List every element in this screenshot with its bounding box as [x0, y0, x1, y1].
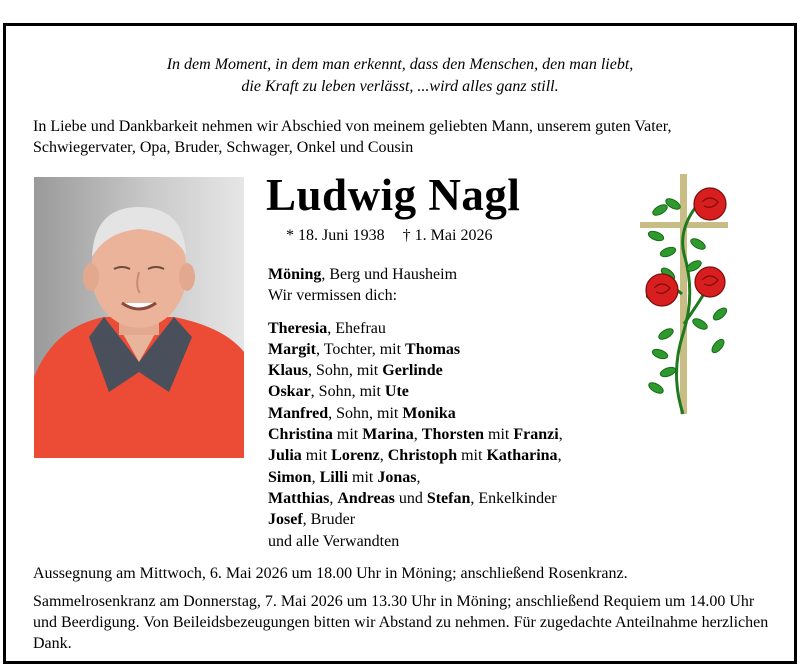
obituary-card — [3, 23, 797, 664]
mourner-line — [268, 381, 563, 402]
mourner-line — [268, 424, 563, 445]
mourner-name: Lorenz — [331, 447, 380, 465]
mourner-relation: mit — [332, 426, 363, 444]
mourner-line — [268, 339, 563, 360]
portrait-photo — [34, 177, 244, 458]
mourner-relation: , Tochter, mit — [315, 340, 406, 358]
mourner-relation: , — [329, 489, 338, 507]
birth-date: * 18. Juni 1938 — [286, 227, 385, 244]
mourner-line — [268, 445, 563, 466]
mourner-relation: , Bruder — [302, 511, 356, 529]
mourner-name: Gerlinde — [382, 362, 443, 380]
mourner-relation: , Ehefrau — [327, 319, 386, 337]
mourner-relation: und — [394, 489, 427, 507]
quote-line-1: In dem Moment, in dem man erkennt, dass den Menschen, den man liebt, — [166, 56, 634, 73]
mourner-name: Marina — [362, 426, 414, 444]
mourner-line — [268, 509, 563, 530]
mourner-relation: , — [416, 468, 421, 486]
mourner-relation: , — [557, 447, 562, 465]
mourner-name: Christina — [268, 426, 333, 444]
details-block — [268, 264, 563, 552]
mourner-relation: , Sohn, mit — [308, 362, 383, 380]
mourner-line — [268, 467, 563, 488]
mourner-relation: , — [558, 426, 563, 444]
mourner-name: Margit — [268, 340, 316, 358]
mourner-line — [268, 488, 563, 509]
place-bold: Möning — [268, 266, 322, 283]
mourner-name: Thomas — [405, 340, 461, 358]
mourner-name: Franzi — [513, 426, 559, 444]
mourner-name: Andreas — [337, 489, 395, 507]
mourner-line — [268, 360, 563, 381]
deceased-name: Ludwig Nagl — [266, 170, 521, 220]
mourner-name: Lilli — [319, 468, 349, 486]
miss-line: Wir vermissen dich: — [268, 287, 398, 305]
mourner-name: Jonas — [377, 468, 417, 486]
mourner-relation: , — [413, 426, 422, 444]
mourner-relation: mit — [484, 426, 514, 444]
mourner-name: Stefan — [426, 489, 471, 507]
place-line — [268, 264, 563, 285]
mourner-name: Oskar — [268, 383, 311, 401]
mourner-name: Theresia — [268, 319, 328, 337]
mourner-name: Josef — [268, 511, 303, 529]
mourner-name: Manfred — [268, 404, 329, 422]
mourner-relation: , — [379, 447, 388, 465]
mourner-name: Klaus — [268, 362, 309, 380]
mourner-line — [268, 531, 563, 552]
intro-text: In Liebe und Dankbarkeit nehmen wir Abschied von meinem geliebten Mann, unserem guten Vater, Schwiegervater, Opa, Bruder, Schwager, Onkel und Cousin — [33, 118, 672, 156]
mourner-relation: , Sohn, mit — [328, 404, 403, 422]
mourner-name: Monika — [402, 404, 456, 422]
memorial-quote — [6, 54, 794, 98]
mourner-relation: mit — [301, 447, 332, 465]
cross-with-roses-icon — [638, 174, 738, 422]
death-date: † 1. Mai 2026 — [402, 227, 493, 244]
mourner-line — [268, 403, 563, 424]
footer-line-2: Sammelrosenkranz am Donnerstag, 7. Mai 2026 um 13.30 Uhr in Möning; anschließend Requiem um 14.00 Uhr und Beerdigung. Von Beileidsbezeugungen bitten wir Abstand zu nehmen. Für zugedachte Anteilnahme herzlichen Dank. — [33, 593, 769, 652]
quote-line-2: die Kraft zu leben verlässt, ...wird alles ganz still. — [241, 78, 559, 95]
footer-line-1: Aussegnung am Mittwoch, 6. Mai 2026 um 18.00 Uhr in Möning; anschließend Rosenkranz. — [33, 565, 628, 582]
place-rest: , Berg und Hausheim — [321, 266, 458, 283]
mourner-relation: und alle Verwandten — [268, 532, 400, 550]
mourner-relation: , Sohn, mit — [310, 383, 385, 401]
mourner-name: Simon — [268, 468, 312, 486]
mourner-relation: , Enkelkinder — [470, 489, 557, 507]
mourner-name: Thorsten — [421, 426, 485, 444]
mourner-relation: mit — [457, 447, 487, 465]
mourner-relation: , — [311, 468, 320, 486]
mourner-name: Christoph — [387, 447, 458, 465]
mourner-line — [268, 318, 563, 339]
mourner-name: Katharina — [486, 447, 558, 465]
mourner-name: Ute — [384, 383, 409, 401]
mourner-list — [268, 318, 563, 552]
mourner-relation: mit — [348, 468, 378, 486]
mourner-name: Matthias — [268, 489, 330, 507]
mourner-name: Julia — [268, 447, 302, 465]
life-dates — [286, 227, 506, 245]
